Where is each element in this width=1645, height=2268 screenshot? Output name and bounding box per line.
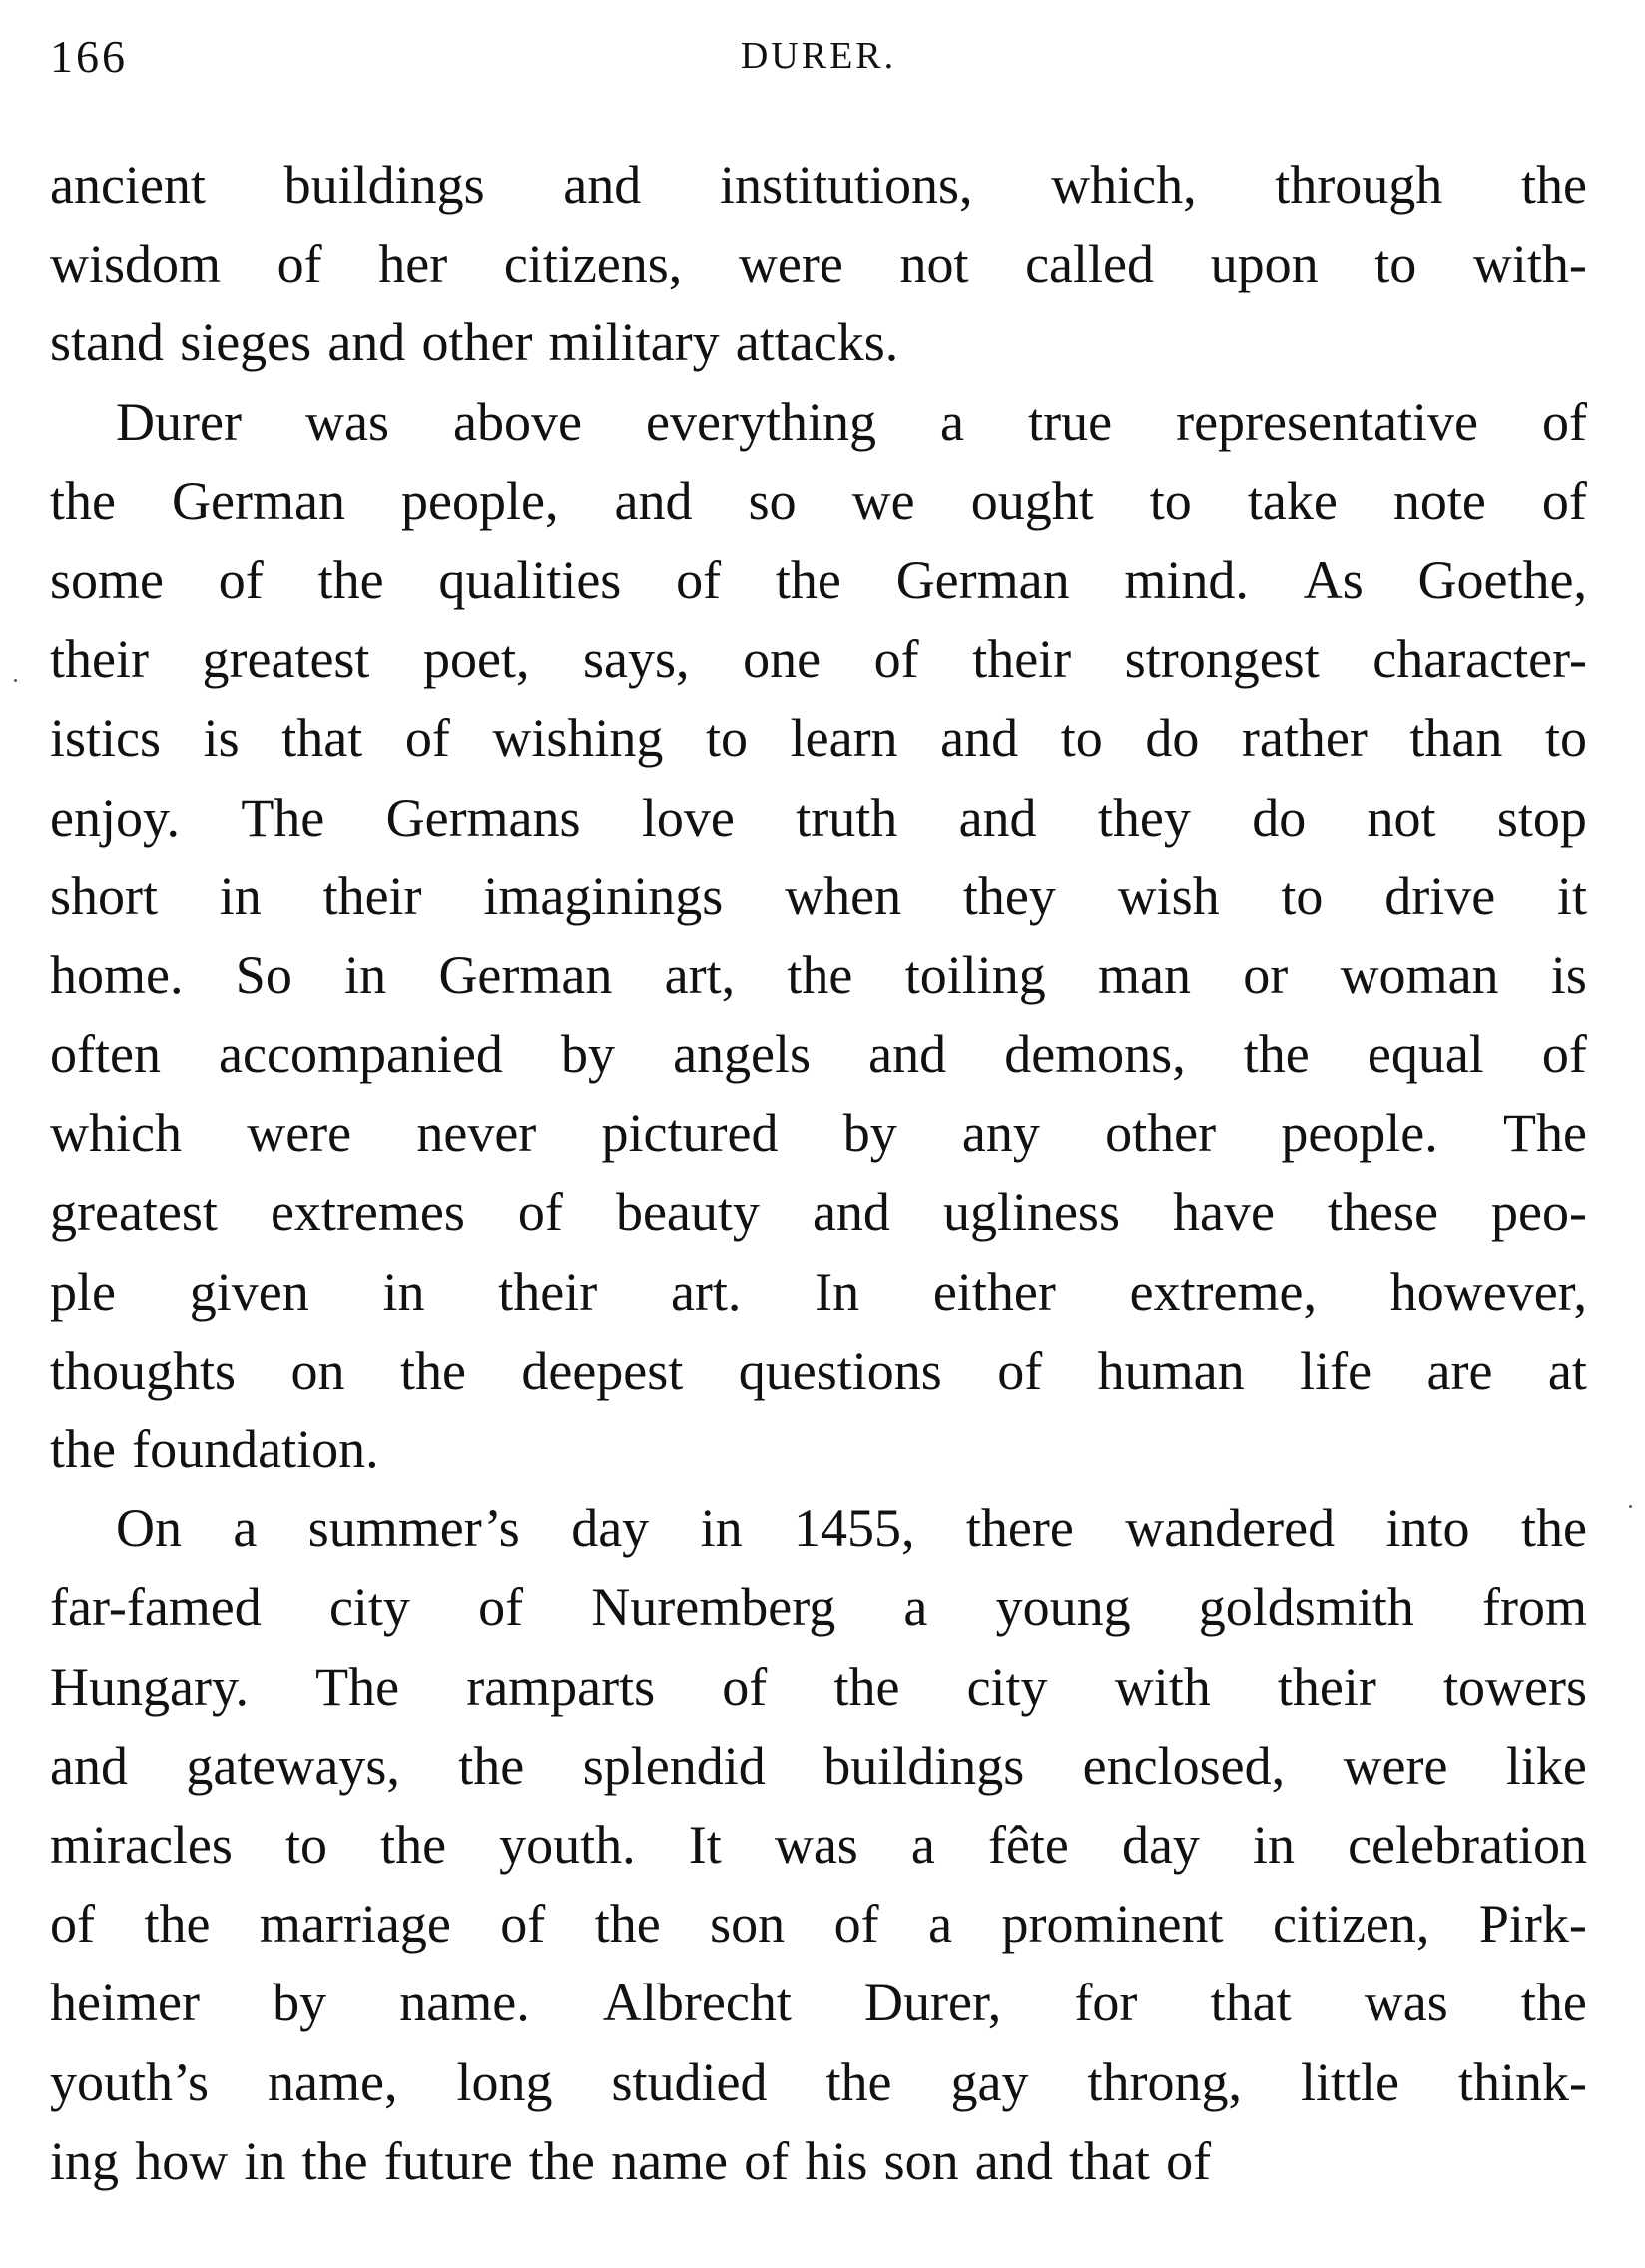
text-line: the foundation. — [50, 1419, 379, 1479]
text-line: Durer was above everything a true representative of — [116, 391, 1587, 452]
text-line: and gateways, the splendid buildings enclosed, were like — [50, 1735, 1587, 1796]
body-text — [50, 146, 1587, 2201]
text-line: which were never pictured by any other people. The — [50, 1103, 1587, 1164]
running-title: DURER. — [740, 35, 897, 77]
text-line: the German people, and so we ought to take note of — [50, 470, 1587, 531]
text-line: enjoy. The Germans love truth and they do not stop — [50, 787, 1587, 848]
text-line: ple given in their art. In either extreme, however, — [50, 1261, 1587, 1322]
text-line: Hungary. The ramparts of the city with their towers — [50, 1656, 1587, 1717]
page-number: 166 — [50, 31, 128, 82]
paragraph — [50, 383, 1587, 1490]
text-line: On a summer’s day in 1455, there wandered into the — [116, 1498, 1587, 1559]
text-line: home. So in German art, the toiling man or woman is — [50, 944, 1587, 1005]
text-line: stand sieges and other military attacks. — [50, 312, 899, 373]
text-line: ancient buildings and institutions, which, through the — [50, 155, 1587, 215]
text-line: thoughts on the deepest questions of human life are at — [50, 1340, 1587, 1401]
text-line: of the marriage of the son of a prominent citizen, Pirk- — [50, 1894, 1587, 1955]
paragraph — [50, 1489, 1587, 2201]
print-speck — [1629, 1505, 1632, 1508]
text-line: some of the qualities of the German mind. As Goethe, — [50, 549, 1587, 610]
text-line: istics is that of wishing to learn and to do rather than to — [50, 708, 1587, 769]
paragraph — [50, 146, 1587, 383]
text-line: wisdom of her citizens, were not called upon to with- — [50, 234, 1587, 294]
print-speck — [14, 679, 17, 682]
text-line: heimer by name. Albrecht Durer, for that was the — [50, 1973, 1587, 2033]
page-header — [50, 30, 1587, 90]
text-line: short in their imaginings when they wish to drive it — [50, 865, 1587, 926]
text-line: miracles to the youth. It was a fête day in celebration — [50, 1814, 1587, 1875]
text-line: greatest extremes of beauty and ugliness have these peo- — [50, 1182, 1587, 1243]
text-line: their greatest poet, says, one of their strongest character- — [50, 629, 1587, 690]
text-line: youth’s name, long studied the gay throng, little think- — [50, 2051, 1587, 2112]
text-line: far-famed city of Nuremberg a young goldsmith from — [50, 1577, 1587, 1638]
text-line: often accompanied by angels and demons, the equal of — [50, 1024, 1587, 1085]
text-line: ing how in the future the name of his son and that of — [50, 2130, 1212, 2191]
